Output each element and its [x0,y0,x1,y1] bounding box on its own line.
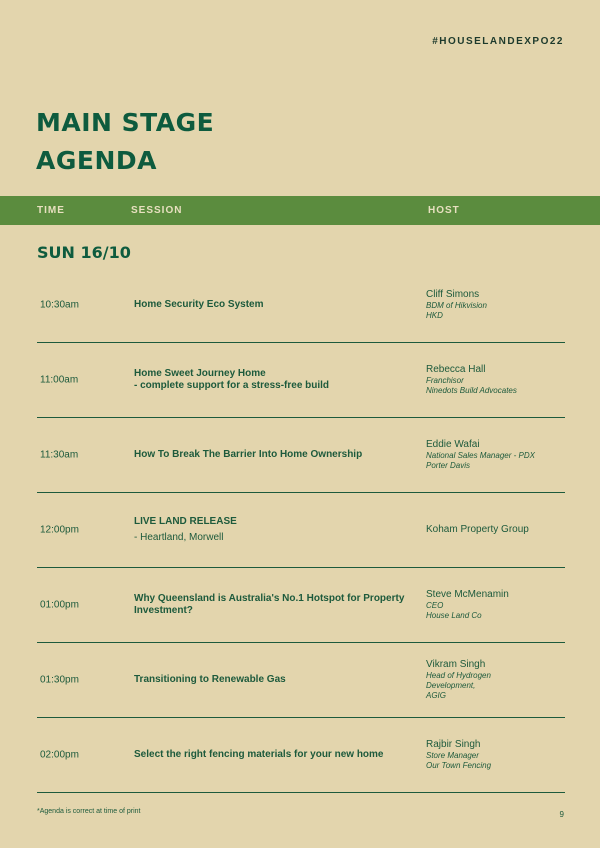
host-role: Ninedots Build Advocates [426,386,517,395]
session-time: 11:00am [40,374,79,386]
session-title-line: Home Sweet Journey Home [134,368,266,379]
session-title [134,674,414,686]
session-host [426,289,565,321]
session-host [426,364,565,396]
agenda-row [37,493,565,568]
agenda-row [37,643,565,718]
header-time: TIME [37,205,65,216]
session-subtitle: - Heartland, Morwell [134,532,224,543]
session-title-line: - complete support for a stress-free build [134,380,330,391]
session-host [426,739,565,771]
session-title-line: Transitioning to Renewable Gas [134,674,286,685]
host-name: Rebecca Hall [426,364,486,375]
host-role: Development, [426,681,476,690]
host-role: National Sales Manager - PDX [426,451,535,460]
session-time: 02:00pm [40,749,79,761]
host-role: BDM of Hikvision [426,301,487,310]
agenda-row [37,343,565,418]
table-header [0,196,600,225]
session-title-line: LIVE LAND RELEASE [134,516,237,527]
session-title-line: How To Break The Barrier Into Home Ownership [134,449,363,460]
session-host [426,439,565,471]
host-name: Rajbir Singh [426,739,481,750]
host-name: Eddie Wafai [426,439,480,450]
host-role: CEO [426,601,444,610]
header-host: HOST [428,205,460,216]
session-time: 11:30am [40,449,79,461]
header-session: SESSION [131,205,183,216]
session-title [134,593,414,617]
session-time: 12:00pm [40,524,79,536]
session-title-line: Select the right fencing materials for your new home [134,749,384,760]
host-role: Our Town Fencing [426,761,492,770]
session-title [134,368,414,392]
agenda-row [37,568,565,643]
session-title [134,449,414,461]
agenda-row [37,418,565,493]
host-role: HKD [426,311,443,320]
page-number: 9 [559,810,564,819]
host-role: Porter Davis [426,461,471,470]
host-role: Franchisor [426,376,464,385]
agenda-list [37,268,565,793]
footnote: *Agenda is correct at time of print [37,808,141,815]
host-name: Steve McMenamin [426,589,509,600]
host-name: Cliff Simons [426,289,480,300]
session-title [134,749,414,761]
day-heading: SUN 16/10 [37,243,131,262]
host-name: Koham Property Group [426,524,529,535]
host-role: Head of Hydrogen [426,671,491,680]
session-title-line: Why Queensland is Australia's No.1 Hotspot for Property [134,593,405,604]
page-title [36,104,214,180]
session-host [426,589,565,621]
host-name: Vikram Singh [426,659,486,670]
session-time: 10:30am [40,299,79,311]
hashtag: #HOUSELANDEXPO22 [432,36,564,47]
session-time: 01:30pm [40,674,79,686]
host-role: AGIG [426,691,447,700]
session-host [426,524,565,536]
session-time: 01:00pm [40,599,79,611]
agenda-row [37,718,565,793]
session-title [134,516,414,544]
agenda-row [37,268,565,343]
page-title-line-1: MAIN STAGE [36,108,215,137]
session-title-line: Home Security Eco System [134,299,264,310]
host-role: House Land Co [426,611,482,620]
session-title [134,299,414,311]
session-title-line: Investment? [134,605,193,616]
page-title-line-2: AGENDA [36,146,157,175]
session-host [426,659,565,701]
host-role: Store Manager [426,751,479,760]
